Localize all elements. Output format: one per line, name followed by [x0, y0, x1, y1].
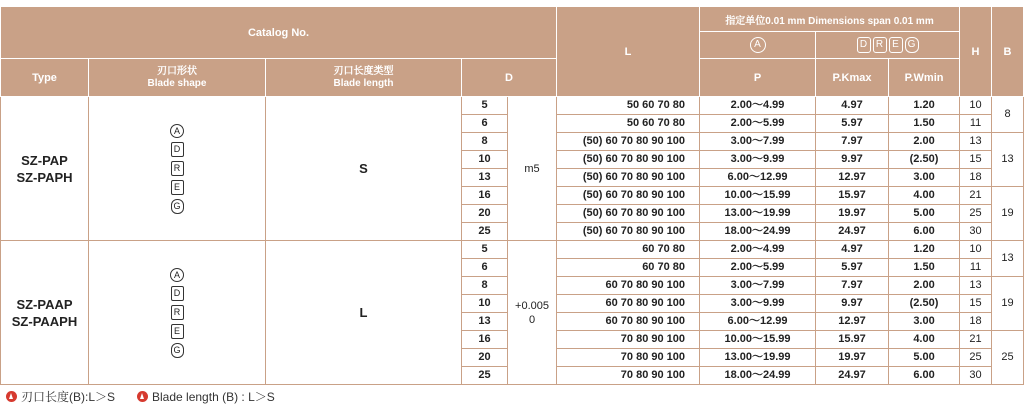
- blade-length-cell: L: [266, 241, 462, 385]
- pkmax-cell: 15.97: [816, 187, 889, 205]
- type-cell: [1, 97, 89, 241]
- e-shape-icon: E: [171, 324, 184, 339]
- warning-icon: [137, 391, 148, 402]
- pkmax-cell: 9.97: [816, 151, 889, 169]
- pwmin-cell: 4.00: [889, 187, 960, 205]
- h-cell: 10: [960, 97, 992, 115]
- blade-length-header: 刃口长度类型 Blade length: [266, 59, 462, 97]
- p-cell: 3.00～9.99: [700, 151, 816, 169]
- p-cell: 2.00～5.99: [700, 115, 816, 133]
- h-cell: 10: [960, 241, 992, 259]
- h-cell: 15: [960, 151, 992, 169]
- p-cell: 18.00～24.99: [700, 223, 816, 241]
- b-cell: 19: [992, 187, 1024, 241]
- type-name: SZ-PAAPH: [11, 313, 78, 329]
- l-cell: 70 80 90 100: [557, 349, 700, 367]
- p-cell: 6.00～12.99: [700, 313, 816, 331]
- type-name: SZ-PAAP: [16, 296, 73, 312]
- catalog-header: Catalog No.: [1, 7, 557, 59]
- d-cell: 5: [462, 97, 508, 115]
- tolerance-cell: [508, 241, 557, 385]
- d-cell: 10: [462, 295, 508, 313]
- l-cell: (50) 60 70 80 90 100: [557, 223, 700, 241]
- tolerance-value: 0: [528, 313, 536, 326]
- d-cell: 16: [462, 331, 508, 349]
- pwmin-cell: 1.50: [889, 259, 960, 277]
- type-name: SZ-PAP: [21, 152, 68, 168]
- h-cell: 18: [960, 313, 992, 331]
- pkmax-cell: 24.97: [816, 367, 889, 385]
- pkmax-cell: 4.97: [816, 241, 889, 259]
- l-cell: 60 70 80: [557, 241, 700, 259]
- b-cell: 13: [992, 241, 1024, 277]
- pkmax-header: P.Kmax: [816, 59, 889, 97]
- tolerance-value: m5: [524, 162, 540, 175]
- l-cell: 60 70 80 90 100: [557, 295, 700, 313]
- pkmax-cell: 9.97: [816, 295, 889, 313]
- h-cell: 21: [960, 187, 992, 205]
- p-cell: 2.00～4.99: [700, 241, 816, 259]
- pkmax-cell: 19.97: [816, 349, 889, 367]
- warning-icon: [6, 391, 17, 402]
- type-header: Type: [1, 59, 89, 97]
- d-cell: 6: [462, 115, 508, 133]
- dims-header: 指定单位0.01 mm Dimensions span 0.01 mm: [700, 7, 960, 32]
- h-header: H: [960, 7, 992, 97]
- a-symbol-icon: A: [750, 37, 766, 53]
- d-cell: 6: [462, 259, 508, 277]
- b-cell: 19: [992, 277, 1024, 331]
- p-cell: 10.00～15.99: [700, 331, 816, 349]
- d-cell: 25: [462, 367, 508, 385]
- b-cell: 13: [992, 133, 1024, 187]
- blade-shape-header: 刃口形状 Blade shape: [89, 59, 266, 97]
- r-shape-icon: R: [171, 161, 184, 176]
- pkmax-cell: 5.97: [816, 115, 889, 133]
- g-shape-icon: G: [171, 343, 184, 358]
- d-cell: 16: [462, 187, 508, 205]
- pkmax-cell: 24.97: [816, 223, 889, 241]
- g-symbol-icon: G: [905, 37, 919, 53]
- d-cell: 20: [462, 349, 508, 367]
- p-cell: 3.00～7.99: [700, 277, 816, 295]
- p-cell: 13.00～19.99: [700, 349, 816, 367]
- h-cell: 25: [960, 349, 992, 367]
- l-cell: 60 70 80 90 100: [557, 313, 700, 331]
- pk-symbol-header: [816, 32, 960, 59]
- b-header: B: [992, 7, 1024, 97]
- type-name: SZ-PAPH: [16, 169, 73, 185]
- h-cell: 30: [960, 223, 992, 241]
- footer-note: [6, 388, 275, 405]
- pwmin-cell: 1.20: [889, 97, 960, 115]
- d-cell: 8: [462, 133, 508, 151]
- pwmin-cell: 6.00: [889, 367, 960, 385]
- p-cell: 2.00～4.99: [700, 97, 816, 115]
- pwmin-cell: 3.00: [889, 313, 960, 331]
- p-cell: 18.00～24.99: [700, 367, 816, 385]
- blade-shape-cell: [89, 241, 266, 385]
- d-header: D: [462, 59, 557, 97]
- p-header: P: [700, 59, 816, 97]
- p-cell: 13.00～19.99: [700, 205, 816, 223]
- l-cell: (50) 60 70 80 90 100: [557, 169, 700, 187]
- l-header: L: [557, 7, 700, 97]
- p-cell: 3.00～7.99: [700, 133, 816, 151]
- h-cell: 21: [960, 331, 992, 349]
- type-cell: [1, 241, 89, 385]
- l-cell: 60 70 80: [557, 259, 700, 277]
- d-cell: 25: [462, 223, 508, 241]
- pwmin-cell: 5.00: [889, 205, 960, 223]
- d-symbol-icon: D: [857, 37, 871, 53]
- pkmax-cell: 12.97: [816, 169, 889, 187]
- spec-table-body: [1, 97, 1024, 385]
- h-cell: 25: [960, 205, 992, 223]
- r-shape-icon: R: [171, 305, 184, 320]
- pwmin-cell: 5.00: [889, 349, 960, 367]
- blade-shape-cell: [89, 97, 266, 241]
- h-cell: 18: [960, 169, 992, 187]
- b-cell: 8: [992, 97, 1024, 133]
- pwmin-cell: 4.00: [889, 331, 960, 349]
- pwmin-cell: 2.00: [889, 277, 960, 295]
- h-cell: 11: [960, 115, 992, 133]
- d-cell: 13: [462, 169, 508, 187]
- p-symbol-header: [700, 32, 816, 59]
- l-cell: (50) 60 70 80 90 100: [557, 187, 700, 205]
- a-shape-icon: A: [170, 268, 184, 282]
- p-cell: 6.00～12.99: [700, 169, 816, 187]
- d-shape-icon: D: [171, 142, 184, 157]
- g-shape-icon: G: [171, 199, 184, 214]
- blade-length-cell: S: [266, 97, 462, 241]
- table-row: [1, 241, 1024, 259]
- d-cell: 10: [462, 151, 508, 169]
- d-cell: 8: [462, 277, 508, 295]
- pwmin-cell: 3.00: [889, 169, 960, 187]
- pwmin-cell: 2.00: [889, 133, 960, 151]
- p-cell: 2.00～5.99: [700, 259, 816, 277]
- e-shape-icon: E: [171, 180, 184, 195]
- h-cell: 13: [960, 133, 992, 151]
- table-row: [1, 97, 1024, 115]
- pwmin-cell: (2.50): [889, 295, 960, 313]
- l-cell: 70 80 90 100: [557, 331, 700, 349]
- d-cell: 20: [462, 205, 508, 223]
- pkmax-cell: 7.97: [816, 277, 889, 295]
- tolerance-value: +0.005: [515, 299, 549, 312]
- l-cell: 50 60 70 80: [557, 97, 700, 115]
- pwmin-header: P.Wmin: [889, 59, 960, 97]
- footer-note-cn: 刃口长度(B):L＞S: [21, 390, 116, 404]
- footer-note-en: Blade length (B) : L＞S: [152, 390, 275, 404]
- tolerance-cell: [508, 97, 557, 241]
- pkmax-cell: 19.97: [816, 205, 889, 223]
- pwmin-cell: (2.50): [889, 151, 960, 169]
- d-cell: 5: [462, 241, 508, 259]
- pkmax-cell: 4.97: [816, 97, 889, 115]
- h-cell: 30: [960, 367, 992, 385]
- h-cell: 15: [960, 295, 992, 313]
- h-cell: 11: [960, 259, 992, 277]
- pkmax-cell: 12.97: [816, 313, 889, 331]
- pkmax-cell: 7.97: [816, 133, 889, 151]
- pwmin-cell: 6.00: [889, 223, 960, 241]
- h-cell: 13: [960, 277, 992, 295]
- l-cell: 60 70 80 90 100: [557, 277, 700, 295]
- l-cell: (50) 60 70 80 90 100: [557, 133, 700, 151]
- e-symbol-icon: E: [889, 37, 903, 53]
- b-cell: 25: [992, 331, 1024, 385]
- pwmin-cell: 1.20: [889, 241, 960, 259]
- d-cell: 13: [462, 313, 508, 331]
- d-shape-icon: D: [171, 286, 184, 301]
- a-shape-icon: A: [170, 124, 184, 138]
- spec-table: [0, 6, 1024, 385]
- l-cell: (50) 60 70 80 90 100: [557, 151, 700, 169]
- r-symbol-icon: R: [873, 37, 887, 53]
- l-cell: 50 60 70 80: [557, 115, 700, 133]
- p-cell: 3.00～9.99: [700, 295, 816, 313]
- pwmin-cell: 1.50: [889, 115, 960, 133]
- l-cell: 70 80 90 100: [557, 367, 700, 385]
- p-cell: 10.00～15.99: [700, 187, 816, 205]
- l-cell: (50) 60 70 80 90 100: [557, 205, 700, 223]
- pkmax-cell: 5.97: [816, 259, 889, 277]
- pkmax-cell: 15.97: [816, 331, 889, 349]
